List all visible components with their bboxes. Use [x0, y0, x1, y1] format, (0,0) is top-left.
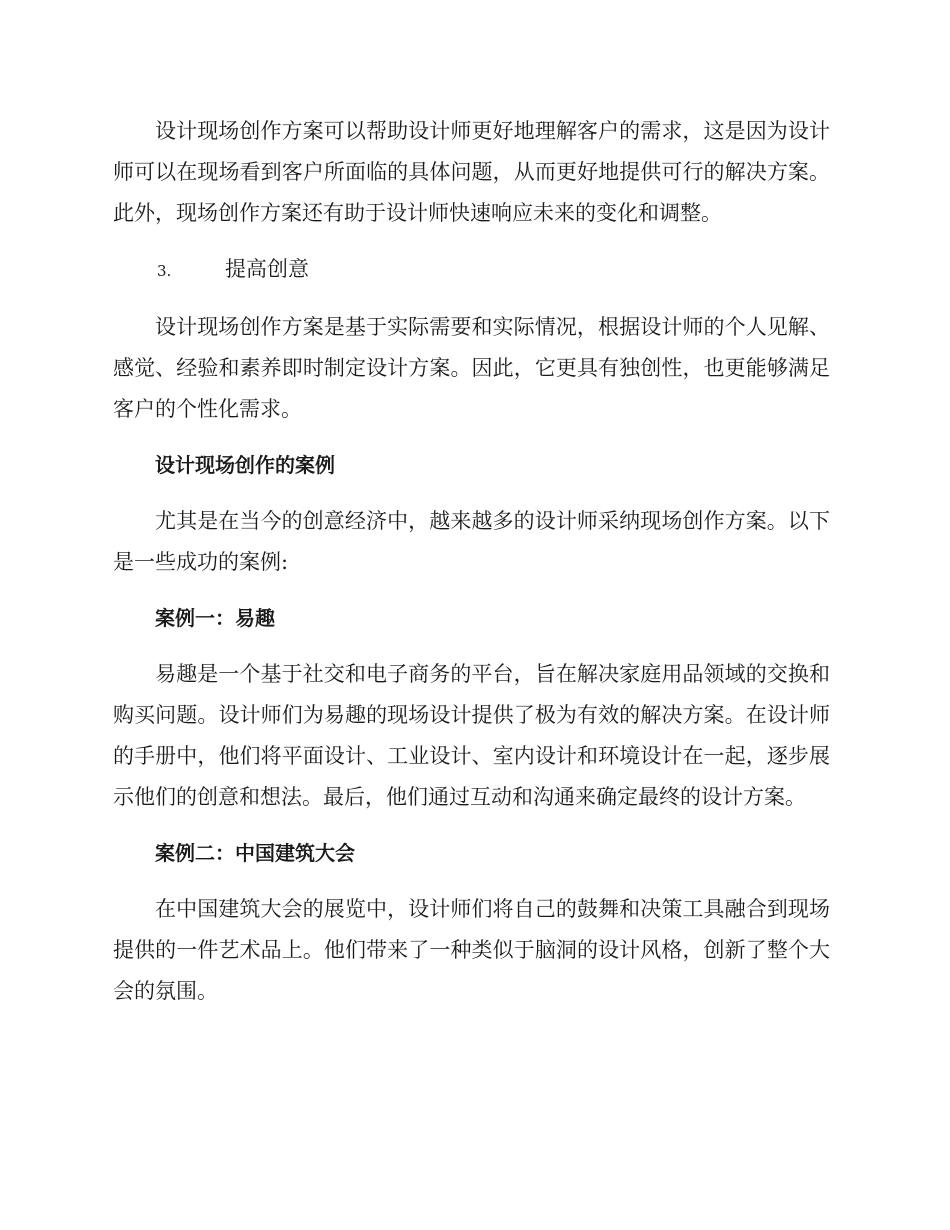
paragraph-cases-intro: 尤其是在当今的创意经济中，越来越多的设计师采纳现场创作方案。以下是一些成功的案例: — [113, 509, 830, 574]
paragraph-case-two: 在中国建筑大会的展览中，设计师们将自己的鼓舞和决策工具融合到现场提供的一件艺术品上。他们带来了一种类似于脑洞的设计风格，创新了整个大会的氛围。 — [113, 897, 830, 1003]
paragraph-onsite-understanding: 设计现场创作方案可以帮助设计师更好地理解客户的需求，这是因为设计师可以在现场看到客户所面临的具体问题，从而更好地提供可行的解决方案。此外，现场创作方案还有助于设计师快速响应未来的变化和调整。 — [113, 119, 830, 225]
heading-cases: 设计现场创作的案例 — [155, 453, 335, 477]
list-item-number: 3. — [157, 262, 172, 280]
paragraph-case-one: 易趣是一个基于社交和电子商务的平台，旨在解决家庭用品领域的交换和购买问题。设计师们为易趣的现场设计提供了极为有效的解决方案。在设计师的手册中，他们将平面设计、工业设计、室内设计和环境设计在一起，逐步展示他们的创意和想法。最后，他们通过互动和沟通来确定最终的设计方案。 — [113, 662, 830, 809]
list-item-label: 提高创意 — [225, 257, 309, 281]
list-item-improve-creativity — [113, 249, 830, 292]
paragraph-originality: 设计现场创作方案是基于实际需要和实际情况，根据设计师的个人见解、感觉、经验和素养即时制定设计方案。因此，它更具有独创性，也更能够满足客户的个性化需求。 — [113, 315, 830, 421]
heading-case-one: 案例一：易趣 — [155, 606, 275, 630]
heading-case-two: 案例二：中国建筑大会 — [155, 841, 355, 865]
